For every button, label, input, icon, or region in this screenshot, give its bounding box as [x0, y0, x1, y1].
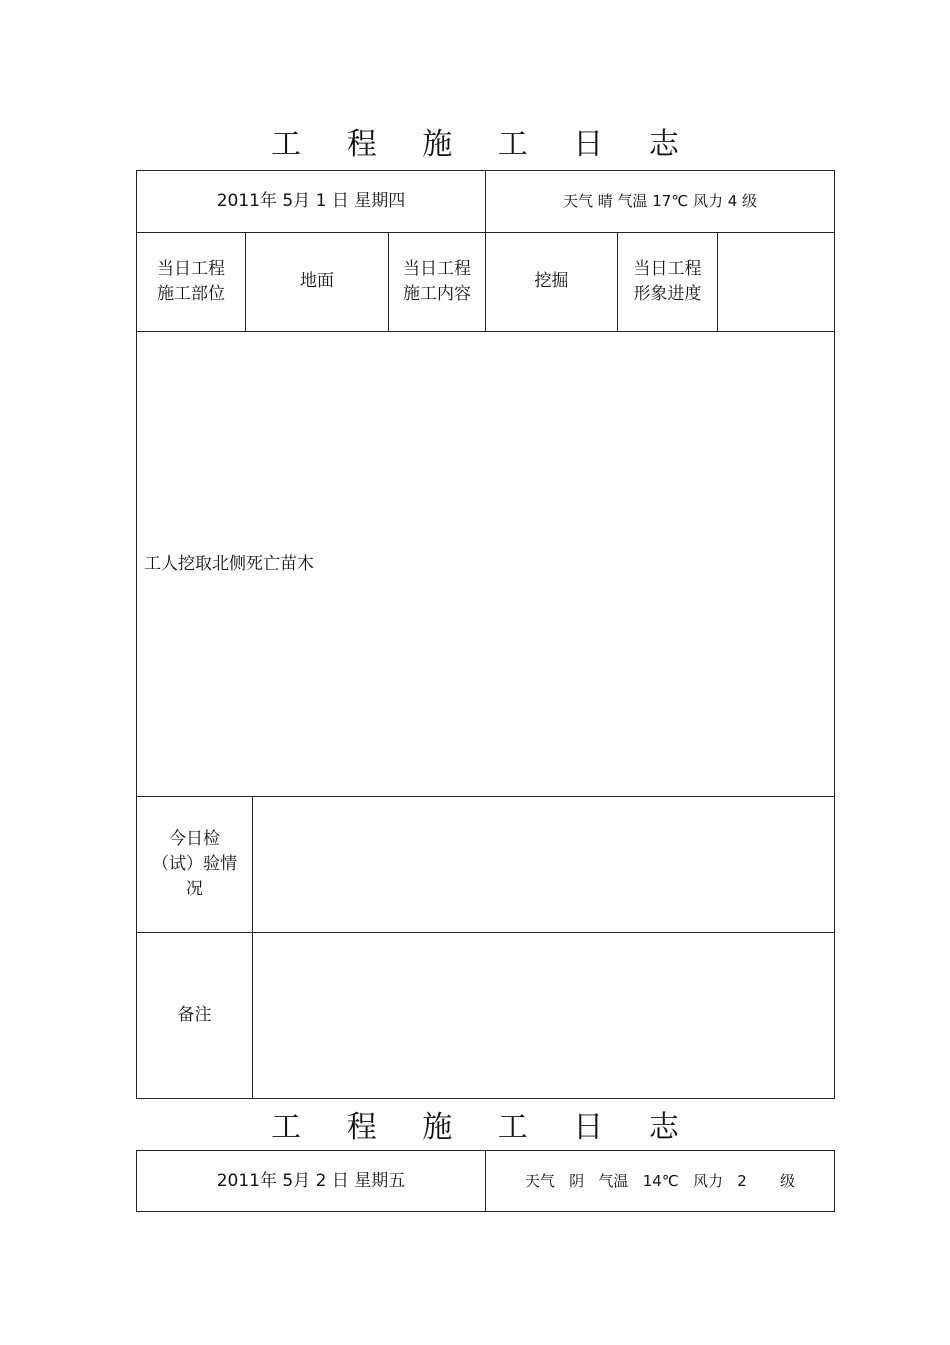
value-content: 挖掘 [534, 271, 569, 291]
label-progress: 当日工程 形象进度 [633, 258, 702, 304]
label-location: 当日工程 施工部位 [157, 258, 225, 304]
weather-cell: 天气 阴 气温 14℃ 风力 2 级 [524, 1171, 796, 1190]
value-inspection [253, 797, 834, 932]
value-location: 地面 [300, 271, 334, 291]
date-cell: 2011年 5月 1 日 星期四 [216, 190, 406, 211]
date-cell: 2011年 5月 2 日 星期五 [216, 1170, 406, 1191]
label-inspection: 今日检 （试）验情 况 [152, 829, 237, 899]
page-title: 工 程 施 工 日 志 [271, 127, 697, 162]
weather-cell: 天气 晴 气温 17℃ 风力 4 级 [562, 191, 758, 210]
label-content: 当日工程 施工内容 [403, 258, 471, 304]
value-progress [718, 233, 834, 330]
page-title: 工 程 施 工 日 志 [271, 1110, 697, 1145]
value-remarks [253, 933, 834, 1098]
label-remarks: 备注 [177, 1005, 212, 1025]
work-description: 工人挖取北侧死亡苗木 [144, 553, 314, 574]
